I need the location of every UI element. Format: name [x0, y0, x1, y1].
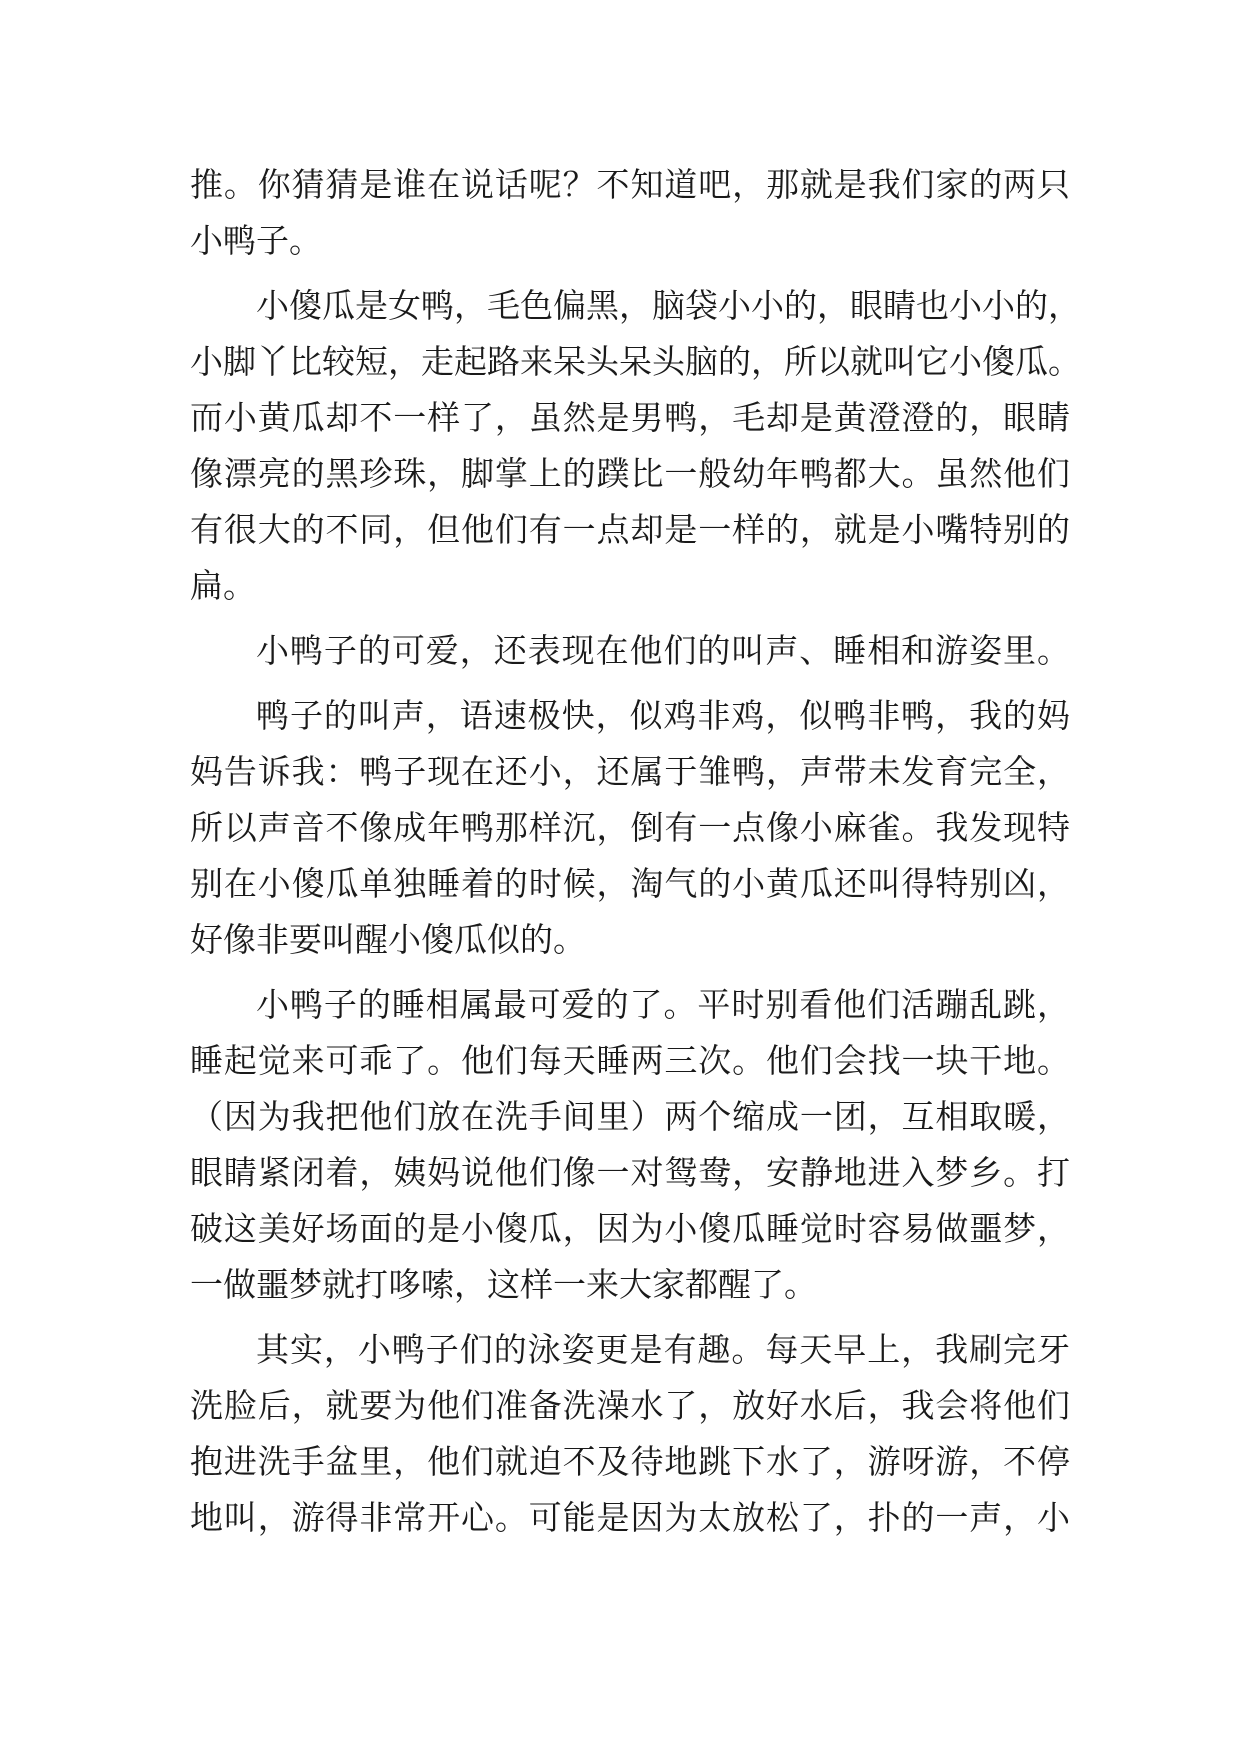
text-line: 小鸭子的可爱，还表现在他们的叫声、睡相和游姿里。 — [256, 631, 1070, 670]
text-line: 抱进洗手盆里，他们就迫不及待地跳下水了，游呀游，不停 — [190, 1442, 1070, 1481]
text-line: 小傻瓜是女鸭，毛色偏黑，脑袋小小的，眼睛也小小的， — [256, 286, 1081, 325]
paragraph-2 — [190, 278, 1081, 614]
text-line: 推。你猜猜是谁在说话呢？不知道吧，那就是我们家的两只 — [190, 165, 1070, 204]
text-line: 像漂亮的黑珍珠，脚掌上的蹼比一般幼年鸭都大。虽然他们 — [190, 454, 1070, 493]
paragraph-5 — [190, 977, 1070, 1313]
paragraph-6 — [190, 1322, 1070, 1546]
text-line: 别在小傻瓜单独睡着的时候，淘气的小黄瓜还叫得特别凶， — [190, 864, 1070, 903]
text-line: 地叫，游得非常开心。可能是因为太放松了，扑的一声，小 — [190, 1498, 1070, 1537]
text-line: 小鸭子的睡相属最可爱的了。平时别看他们活蹦乱跳， — [256, 985, 1070, 1024]
text-line: 扁。 — [190, 566, 256, 605]
paragraph-1 — [190, 157, 1070, 269]
text-line: 睡起觉来可乖了。他们每天睡两三次。他们会找一块干地。 — [190, 1041, 1070, 1080]
text-line: 有很大的不同，但他们有一点却是一样的，就是小嘴特别的 — [190, 510, 1070, 549]
text-line: 小脚丫比较短，走起路来呆头呆头脑的，所以就叫它小傻瓜。 — [190, 342, 1081, 381]
paragraph-3 — [190, 623, 1070, 679]
paragraph-4 — [190, 688, 1070, 968]
text-line: 妈告诉我：鸭子现在还小，还属于雏鸭，声带未发育完全， — [190, 752, 1070, 791]
text-line: 一做噩梦就打哆嗦，这样一来大家都醒了。 — [190, 1265, 817, 1304]
text-line: （因为我把他们放在洗手间里）两个缩成一团，互相取暖， — [190, 1097, 1070, 1136]
text-line: 鸭子的叫声，语速极快，似鸡非鸡，似鸭非鸭，我的妈 — [256, 696, 1070, 735]
article-body — [190, 157, 1081, 1546]
text-line: 眼睛紧闭着，姨妈说他们像一对鸳鸯，安静地进入梦乡。打 — [190, 1153, 1070, 1192]
text-line: 洗脸后，就要为他们准备洗澡水了，放好水后，我会将他们 — [190, 1386, 1070, 1425]
text-line: 小鸭子。 — [190, 221, 322, 260]
text-line: 破这美好场面的是小傻瓜，因为小傻瓜睡觉时容易做噩梦， — [190, 1209, 1070, 1248]
text-line: 好像非要叫醒小傻瓜似的。 — [190, 920, 586, 959]
text-line: 所以声音不像成年鸭那样沉，倒有一点像小麻雀。我发现特 — [190, 808, 1070, 847]
text-line: 而小黄瓜却不一样了，虽然是男鸭，毛却是黄澄澄的，眼睛 — [190, 398, 1070, 437]
text-line: 其实，小鸭子们的泳姿更是有趣。每天早上，我刷完牙 — [256, 1330, 1070, 1369]
